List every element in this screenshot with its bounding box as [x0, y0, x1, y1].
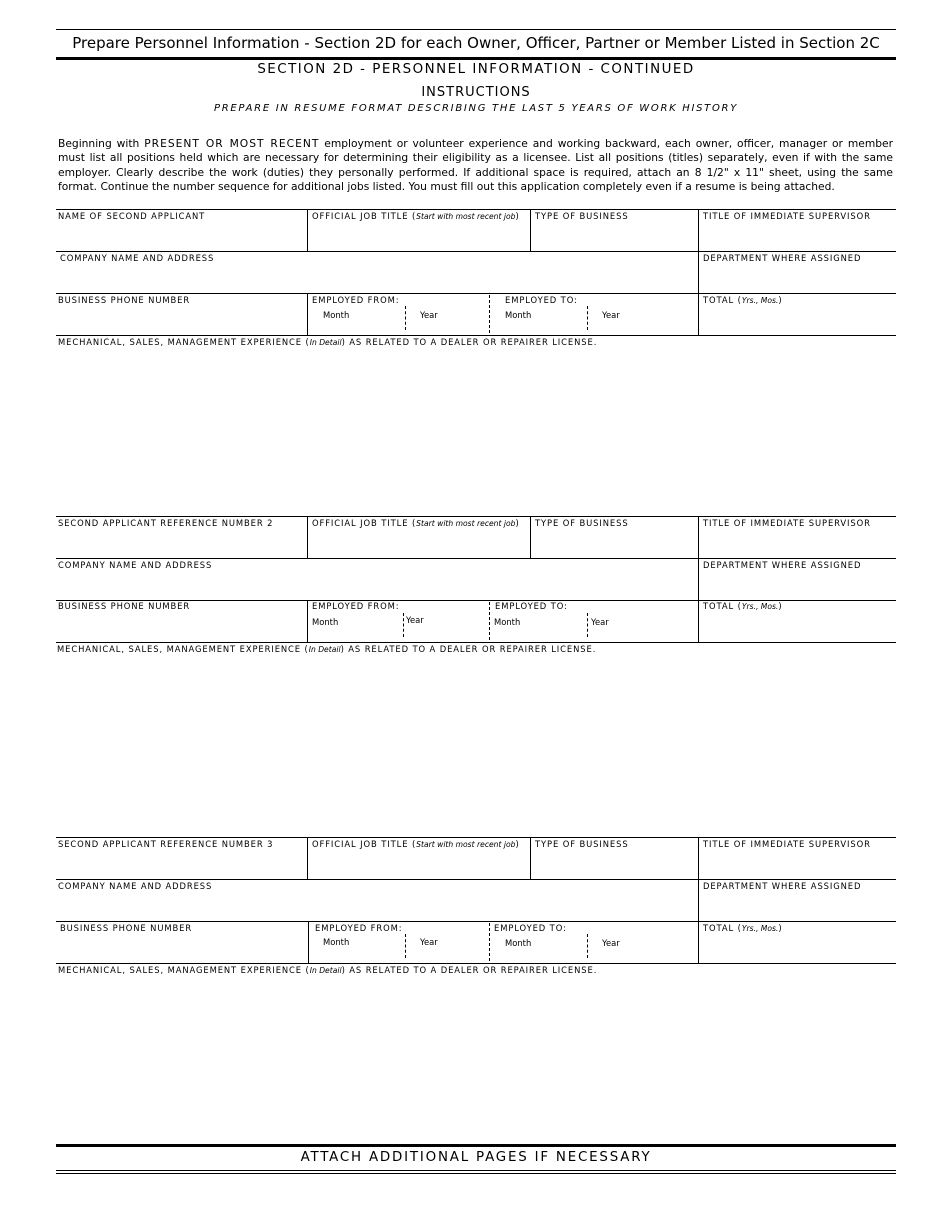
footer-rule-thick [56, 1144, 896, 1147]
grid-line [698, 837, 699, 963]
employed-from-month-field[interactable]: Month [323, 310, 350, 320]
grid-line [56, 642, 896, 643]
grid-line [56, 516, 896, 517]
grid-line [698, 209, 699, 335]
employed-from-label: EMPLOYED FROM: [315, 923, 403, 933]
date-divider [405, 934, 406, 958]
section-title: SECTION 2D - PERSONNEL INFORMATION - CONTINUED [257, 62, 695, 77]
employed-from-label: EMPLOYED FROM: [312, 295, 400, 305]
business-type-field[interactable]: TYPE OF BUSINESS [535, 211, 629, 221]
business-phone-field[interactable]: BUSINESS PHONE NUMBER [58, 295, 191, 305]
grid-line [56, 963, 896, 964]
employed-to-label: EMPLOYED TO: [495, 601, 568, 611]
total-time-field[interactable]: TOTAL (Yrs., Mos.) [703, 601, 783, 611]
instructions-paragraph [58, 137, 893, 194]
employed-from-month-field[interactable]: Month [312, 617, 339, 627]
footer-rule-double-a [56, 1170, 896, 1171]
grid-line [698, 516, 699, 642]
work-history-section-2 [0, 516, 950, 656]
company-name-address-field[interactable]: COMPANY NAME AND ADDRESS [60, 253, 215, 263]
applicant-reference-field[interactable]: SECOND APPLICANT REFERENCE NUMBER 2 [58, 518, 274, 528]
company-name-address-field[interactable]: COMPANY NAME AND ADDRESS [58, 881, 213, 891]
grid-line [307, 600, 308, 642]
applicant-name-field[interactable]: NAME OF SECOND APPLICANT [58, 211, 206, 221]
employed-from-year-field[interactable]: Year [406, 615, 424, 625]
grid-line [530, 516, 531, 558]
grid-line [56, 209, 896, 210]
employed-from-month-field[interactable]: Month [323, 937, 350, 947]
work-history-section-1 [0, 209, 950, 349]
grid-line [307, 293, 308, 335]
job-title-field[interactable]: OFFICIAL JOB TITLE (Start with most recent job) [312, 518, 520, 528]
grid-line [307, 209, 308, 251]
grid-line [307, 516, 308, 558]
footer-rule-double-b [56, 1173, 896, 1174]
business-phone-field[interactable]: BUSINESS PHONE NUMBER [60, 923, 193, 933]
date-divider [403, 613, 404, 637]
grid-line [56, 335, 896, 336]
employed-to-year-field[interactable]: Year [591, 617, 609, 627]
job-title-field[interactable]: OFFICIAL JOB TITLE (Start with most recent job) [312, 211, 520, 221]
employed-from-label: EMPLOYED FROM: [312, 601, 400, 611]
grid-line [308, 921, 309, 963]
date-divider [587, 934, 588, 958]
employed-to-year-field[interactable]: Year [602, 938, 620, 948]
employed-to-label: EMPLOYED TO: [505, 295, 578, 305]
employed-to-month-field[interactable]: Month [505, 310, 532, 320]
employed-to-month-field[interactable]: Month [494, 617, 521, 627]
experience-detail-field[interactable]: MECHANICAL, SALES, MANAGEMENT EXPERIENCE (In Detail) AS RELATED TO A DEALER OR REPAIRER LICENSE. [58, 337, 598, 347]
grid-line [530, 209, 531, 251]
employed-to-month-field[interactable]: Month [505, 938, 532, 948]
grid-line [530, 837, 531, 879]
total-time-field[interactable]: TOTAL (Yrs., Mos.) [703, 295, 783, 305]
department-field[interactable]: DEPARTMENT WHERE ASSIGNED [703, 253, 862, 263]
date-divider [489, 295, 490, 333]
job-title-field[interactable]: OFFICIAL JOB TITLE (Start with most recent job) [312, 839, 520, 849]
date-divider [587, 306, 588, 330]
employed-to-label: EMPLOYED TO: [494, 923, 567, 933]
top-rule-thin [56, 29, 896, 30]
instructions-heading: INSTRUCTIONS [421, 85, 531, 100]
instructions-body: employment or volunteer experience and working backward, each owner, officer, manager or member must list all positions held which are necessary for determining their eligibility as a licensee. List all positions (titles) separately, even if with the same employer. Clearly describe the work (duties) they personally performed. If additional space is required, attach an 8 1/2" x 11" sheet, using the same format. Continue the number sequence for additional jobs listed. You must fill out this application completely even if a resume is being attached. [58, 137, 893, 193]
experience-detail-field[interactable]: MECHANICAL, SALES, MANAGEMENT EXPERIENCE (In Detail) AS RELATED TO A DEALER OR REPAIRER LICENSE. [57, 644, 597, 654]
applicant-reference-field[interactable]: SECOND APPLICANT REFERENCE NUMBER 3 [58, 839, 274, 849]
employed-from-year-field[interactable]: Year [420, 937, 438, 947]
grid-line [307, 837, 308, 879]
business-type-field[interactable]: TYPE OF BUSINESS [535, 518, 629, 528]
supervisor-title-field[interactable]: TITLE OF IMMEDIATE SUPERVISOR [703, 839, 871, 849]
grid-line [56, 558, 896, 559]
footer-note: ATTACH ADDITIONAL PAGES IF NECESSARY [300, 1150, 652, 1165]
total-time-field[interactable]: TOTAL (Yrs., Mos.) [703, 923, 783, 933]
grid-line [56, 293, 896, 294]
grid-line [56, 837, 896, 838]
date-divider [405, 306, 406, 330]
instructions-emphasis: PRESENT OR MOST RECENT [144, 137, 320, 150]
experience-detail-field[interactable]: MECHANICAL, SALES, MANAGEMENT EXPERIENCE (In Detail) AS RELATED TO A DEALER OR REPAIRER LICENSE. [58, 965, 598, 975]
work-history-section-3 [0, 837, 950, 977]
grid-line [56, 251, 896, 252]
department-field[interactable]: DEPARTMENT WHERE ASSIGNED [703, 560, 862, 570]
employed-to-year-field[interactable]: Year [602, 310, 620, 320]
date-divider [489, 923, 490, 961]
supervisor-title-field[interactable]: TITLE OF IMMEDIATE SUPERVISOR [703, 518, 871, 528]
grid-line [56, 879, 896, 880]
department-field[interactable]: DEPARTMENT WHERE ASSIGNED [703, 881, 862, 891]
business-type-field[interactable]: TYPE OF BUSINESS [535, 839, 629, 849]
instructions-subheading: PREPARE IN RESUME FORMAT DESCRIBING THE LAST 5 YEARS OF WORK HISTORY [214, 103, 738, 114]
grid-line [56, 921, 896, 922]
company-name-address-field[interactable]: COMPANY NAME AND ADDRESS [58, 560, 213, 570]
date-divider [489, 602, 490, 640]
supervisor-title-field[interactable]: TITLE OF IMMEDIATE SUPERVISOR [703, 211, 871, 221]
top-rule-thick [56, 57, 896, 60]
employed-from-year-field[interactable]: Year [420, 310, 438, 320]
date-divider [587, 613, 588, 637]
page-instruction-title: Prepare Personnel Information - Section 2D for each Owner, Officer, Partner or Member Listed in Section 2C [72, 34, 880, 52]
business-phone-field[interactable]: BUSINESS PHONE NUMBER [58, 601, 191, 611]
instructions-lead: Beginning with [58, 137, 145, 150]
